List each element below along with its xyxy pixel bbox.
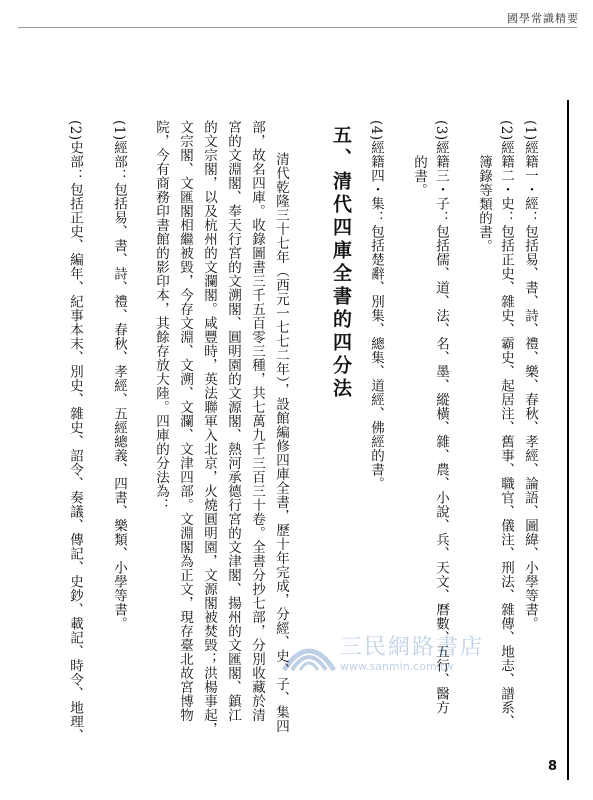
running-header: 國學常識精要: [507, 12, 579, 25]
watermark-logo-icon: [280, 630, 338, 678]
text-column: (1)經籍一・經：包括易、書、詩、禮、樂、春秋、孝經、論語、圖緯、小學等書。: [522, 120, 538, 631]
watermark-title: 三民網路書店: [340, 635, 485, 660]
text-column: (3)經籍三・子：包括儒、道、法、名、墨、縱橫、雜、農、小說、兵、天文、曆數、五行、醫方: [433, 120, 449, 715]
header-rule: [18, 27, 577, 28]
section-title: 五、清代四庫全書的四分法: [330, 125, 352, 401]
text-column: 的書。: [411, 155, 427, 197]
text-column: 部，故名四庫。收錄圖書三千五百零三種，共七萬九千三百三十卷。全書分抄七部，分別收藏於清: [249, 120, 265, 722]
text-column: (4)經籍四・集：包括楚辭、別集、總集、道經、佛經的書。: [368, 120, 384, 491]
watermark: [280, 630, 485, 680]
text-column: 簿錄等類的書。: [476, 155, 492, 253]
text-column: (2)經籍二・史：包括正史、雜史、霸史、起居注、舊事、職官、儀注、刑法、雜傳、地志、譜系、: [498, 120, 514, 729]
text-column: 院，今有商務印書館的影印本，其餘存放大陸。四庫的分法為：: [153, 120, 169, 512]
text-column: (2)史部：包括正史、編年、紀事本末、別史、雜史、詔令、奏議、傳記、史鈔、載記、時令、地理、: [67, 120, 83, 743]
text-column: 的文宗閣，以及杭州的文瀾閣。咸豐時，英法聯軍入北京，火燒圓明園，文源閣被焚毀；洪楊事起，: [201, 120, 217, 736]
watermark-url: www.sanmin.com.tw: [340, 660, 454, 673]
text-column: (1)經部：包括易、書、詩、禮、春秋、孝經、五經總義、四書、樂類、小學等書。: [111, 120, 127, 631]
page-number: 8: [547, 759, 557, 774]
text-column: 宮的文淵閣、奉天行宮的文溯閣、圓明園的文源閣、熱河承德行宮的文津閣、揚州的文匯閣、鎮江: [225, 120, 241, 722]
text-column: 文宗閣、文匯閣相繼被毀，今存文淵、文溯、文瀾、文津四部。文淵閣為正文，現存臺北故宮博物: [177, 120, 193, 722]
page-edge-rule: [567, 100, 569, 780]
text-column: 清代乾隆三十七年（西元一七七二年），設館編修四庫全書，歷十年完成，分經、史、子、集四: [273, 152, 289, 734]
